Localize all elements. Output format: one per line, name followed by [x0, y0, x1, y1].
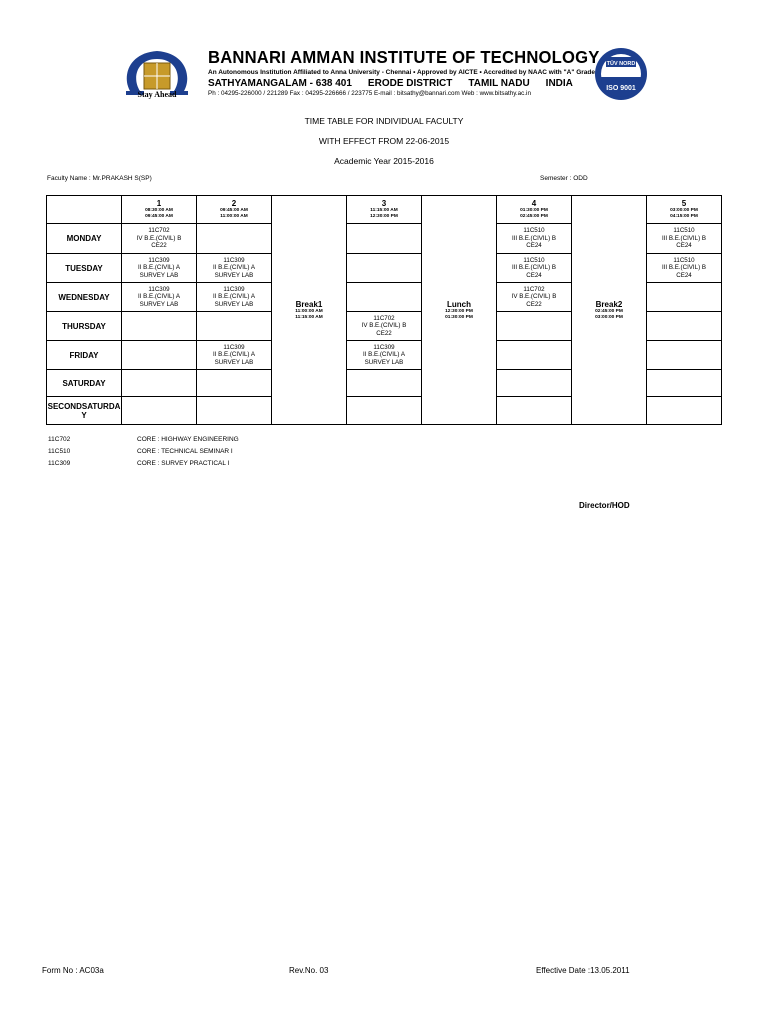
timetable-cell — [347, 224, 422, 254]
institute-motto: Stay Ahead — [137, 90, 177, 99]
timetable-cell — [647, 254, 722, 283]
institute-contact: Ph : 04295-226000 / 221289 Fax : 04295-226666 / 223775 E-mail : bitsathy@bannari.com Web : www.bitsathy.ac.in — [208, 90, 531, 97]
timetable-cell — [647, 312, 722, 341]
room: SURVEY LAB — [139, 271, 179, 279]
period-number: 1 — [156, 199, 162, 208]
timetable-cell — [197, 254, 272, 283]
room: SURVEY LAB — [214, 358, 254, 366]
period-header — [347, 196, 422, 224]
class-section: II B.E.(CIVIL) A — [138, 293, 180, 301]
period-header — [497, 196, 572, 224]
course-code: 11C309 — [223, 285, 245, 293]
effective-from: WITH EFFECT FROM 22-06-2015 — [318, 136, 450, 146]
period-start: 11:15:00 AM — [370, 208, 398, 213]
class-section: IV B.E.(CIVIL) B — [136, 234, 182, 242]
room: CE24 — [676, 242, 692, 250]
timetable-cell — [497, 283, 572, 312]
timetable — [46, 195, 722, 425]
class-section: III B.E.(CIVIL) B — [661, 264, 706, 272]
class-section: II B.E.(CIVIL) A — [213, 264, 255, 272]
day-name: SECONDSATURDAY — [47, 397, 122, 425]
day-name: FRIDAY — [47, 341, 122, 370]
document-title: TIME TABLE FOR INDIVIDUAL FACULTY — [304, 116, 464, 126]
period-number: 5 — [681, 199, 687, 208]
effective-date: Effective Date :13.05.2011 — [536, 966, 630, 975]
course-code: 11C702 — [373, 314, 395, 322]
signature-label: Director/HOD — [579, 501, 630, 510]
room: SURVEY LAB — [364, 358, 404, 366]
timetable-cell — [197, 397, 272, 425]
room: SURVEY LAB — [214, 300, 254, 308]
timetable-cell — [197, 341, 272, 370]
timetable-cell — [197, 370, 272, 397]
room: CE22 — [376, 329, 392, 337]
day-name: THURSDAY — [47, 312, 122, 341]
period-start: 01:30:00 PM — [520, 208, 548, 213]
class-section: II B.E.(CIVIL) A — [138, 264, 180, 272]
period-end: 02:45:00 PM — [520, 214, 548, 219]
class-section: III B.E.(CIVIL) B — [511, 264, 556, 272]
legend-code: 11C510 — [48, 448, 71, 455]
day-name: WEDNESDAY — [47, 283, 122, 312]
timetable-cell — [347, 397, 422, 425]
period-header — [647, 196, 722, 224]
period-number: 3 — [381, 199, 387, 208]
class-section: IV B.E.(CIVIL) B — [511, 293, 557, 301]
class-section: II B.E.(CIVIL) A — [213, 293, 255, 301]
legend-description: CORE : SURVEY PRACTICAL I — [137, 460, 230, 467]
period-end: 04:15:00 PM — [670, 214, 698, 219]
room: CE24 — [676, 271, 692, 279]
break-column — [272, 196, 347, 425]
room: SURVEY LAB — [214, 271, 254, 279]
period-header — [197, 196, 272, 224]
break-start: 11:00:00 AM — [295, 308, 323, 314]
location-part: TAMIL NADU — [468, 78, 530, 89]
period-start: 08:30:00 AM — [145, 208, 173, 213]
legend-code: 11C309 — [48, 460, 71, 467]
timetable-cell — [497, 312, 572, 341]
timetable-cell — [122, 312, 197, 341]
header-row — [47, 196, 722, 224]
timetable-cell — [647, 283, 722, 312]
timetable-cell — [347, 341, 422, 370]
class-section: IV B.E.(CIVIL) B — [361, 322, 407, 330]
room: CE22 — [526, 300, 542, 308]
day-name: SATURDAY — [47, 370, 122, 397]
timetable-cell — [347, 283, 422, 312]
timetable-cell — [197, 312, 272, 341]
location-part: INDIA — [545, 78, 573, 89]
course-code: 11C702 — [523, 285, 545, 293]
break-start: 12:30:00 PM — [445, 308, 473, 314]
revision-number: Rev.No. 03 — [289, 966, 329, 975]
period-number: 4 — [531, 199, 537, 208]
course-code: 11C702 — [148, 227, 170, 235]
academic-year: Academic Year 2015-2016 — [334, 156, 434, 166]
break-column — [422, 196, 497, 425]
timetable-cell — [122, 283, 197, 312]
period-start: 09:45:00 AM — [220, 208, 248, 213]
form-number: Form No : AC03a — [42, 966, 104, 975]
cert-bottom-text: ISO 9001 — [606, 85, 636, 92]
timetable-cell — [122, 370, 197, 397]
day-name: TUESDAY — [47, 254, 122, 283]
timetable-cell — [647, 341, 722, 370]
location-part: ERODE DISTRICT — [367, 78, 453, 89]
timetable-cell — [497, 397, 572, 425]
institute-name: BANNARI AMMAN INSTITUTE OF TECHNOLOGY — [208, 47, 600, 67]
timetable-cell — [497, 341, 572, 370]
course-code: 11C309 — [223, 256, 245, 264]
class-section: II B.E.(CIVIL) A — [363, 351, 405, 359]
period-start: 03:00:00 PM — [670, 208, 698, 213]
course-code: 11C309 — [373, 343, 395, 351]
timetable-cell — [347, 312, 422, 341]
iso-certification-logo — [594, 47, 648, 101]
timetable-cell — [122, 224, 197, 254]
timetable-cell — [647, 224, 722, 254]
class-section: III B.E.(CIVIL) B — [511, 234, 556, 242]
room: SURVEY LAB — [139, 300, 179, 308]
class-section: II B.E.(CIVIL) A — [213, 351, 255, 359]
break-end: 01:30:00 PM — [445, 314, 473, 320]
institute-subtitle: An Autonomous Institution Affiliated to Anna University - Chennai • Approved by AICTE • Accredited by NAAC with "A" Grade — [208, 69, 596, 76]
period-number: 2 — [231, 199, 237, 208]
class-section: III B.E.(CIVIL) B — [661, 234, 706, 242]
timetable-cell — [122, 397, 197, 425]
course-code: 11C309 — [223, 343, 245, 351]
timetable-cell — [497, 254, 572, 283]
timetable-cell — [347, 254, 422, 283]
course-code: 11C309 — [148, 256, 170, 264]
timetable-cell — [647, 397, 722, 425]
course-code: 11C309 — [148, 285, 170, 293]
timetable-cell — [347, 370, 422, 397]
room: CE22 — [151, 242, 167, 250]
faculty-name: Faculty Name : Mr.PRAKASH S(SP) — [47, 175, 152, 182]
timetable-cell — [122, 254, 197, 283]
day-name: MONDAY — [47, 224, 122, 254]
timetable-cell — [647, 370, 722, 397]
period-end: 11:00:00 AM — [220, 214, 248, 219]
break-end: 11:15:00 AM — [295, 314, 323, 320]
break-label: Break1 — [295, 299, 323, 309]
legend-description: CORE : TECHNICAL SEMINAR I — [137, 448, 233, 455]
semester: Semester : ODD — [540, 175, 588, 182]
course-code: 11C510 — [673, 256, 695, 264]
room: CE24 — [526, 271, 542, 279]
period-end: 12:30:00 PM — [370, 214, 398, 219]
course-code: 11C510 — [523, 227, 545, 235]
break-end: 03:00:00 PM — [595, 314, 623, 320]
corner-cell — [47, 196, 122, 224]
timetable-cell — [497, 224, 572, 254]
room: CE24 — [526, 242, 542, 250]
period-end: 09:45:00 AM — [145, 214, 173, 219]
course-code: 11C510 — [523, 256, 545, 264]
break-start: 02:45:00 PM — [595, 308, 623, 314]
location-part: SATHYAMANGALAM - 638 401 — [208, 78, 352, 89]
cert-top-text: TÜV NORD — [606, 61, 636, 67]
legend-description: CORE : HIGHWAY ENGINEERING — [137, 436, 239, 443]
course-code: 11C510 — [673, 227, 695, 235]
institute-location — [208, 78, 589, 89]
legend-code: 11C702 — [48, 436, 71, 443]
timetable-cell — [197, 224, 272, 254]
period-header — [122, 196, 197, 224]
break-label: Lunch — [447, 299, 471, 309]
timetable-cell — [497, 370, 572, 397]
timetable-cell — [197, 283, 272, 312]
timetable-cell — [122, 341, 197, 370]
break-label: Break2 — [595, 299, 623, 309]
break-column — [572, 196, 647, 425]
